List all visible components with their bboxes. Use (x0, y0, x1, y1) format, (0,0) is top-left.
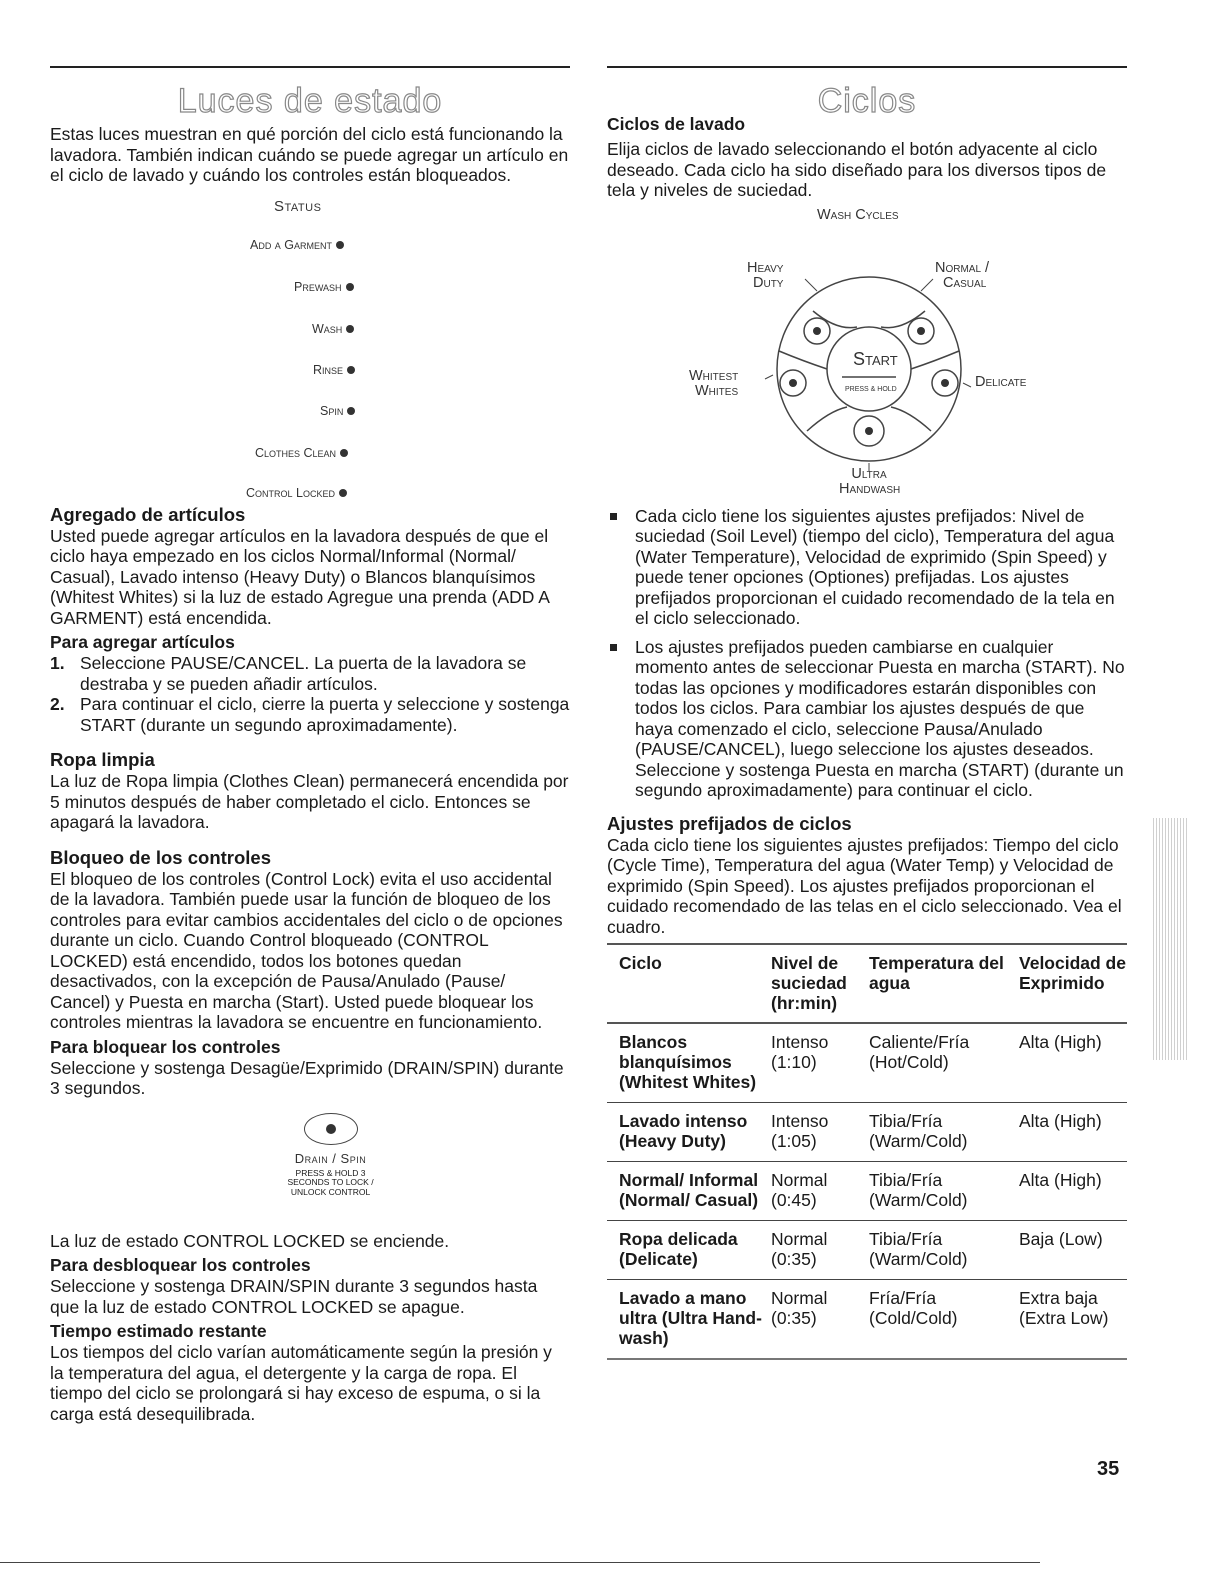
bullet-icon (610, 513, 617, 520)
indicator-light-icon (346, 325, 354, 333)
status-lights-title: Luces de estado (177, 82, 443, 120)
table-row: Lavado intenso (Heavy Duty) Intenso (1:05) Tibia/Fría (Warm/Cold) Alta (High) (607, 1103, 1127, 1162)
control-lock-heading: Bloqueo de los controles (50, 846, 271, 868)
status-panel (50, 192, 570, 500)
status-spin: Spin (320, 404, 355, 418)
bullet-icon (610, 644, 617, 651)
column-header: Velocidad de Exprimido (1019, 953, 1126, 993)
list-item: 1. Seleccione PAUSE/CANCEL. La puerta de la lavadora se destraba y se pueden añadir artículos. (50, 653, 527, 694)
label-delicate: Delicate (975, 373, 1027, 390)
label-ultra-handwash: Ultra Handwash (839, 465, 901, 497)
status-prewash: Prewash (294, 280, 354, 294)
time-remaining-text: Los tiempos del ciclo varían automáticamente según la presión y la temperatura del agua, el detergente y la carga de ropa. El tiempo del ciclo se prolongará si hay exceso de espuma, o si la carga está desequilibrada. (50, 1342, 552, 1424)
start-press-hold-label: PRESS & HOLD (845, 385, 897, 393)
language-side-tab (1153, 818, 1187, 1060)
clothes-clean-text: La luz de Ropa limpia (Clothes Clean) permanecerá encendida por 5 minutos después de haber completado el ciclo. Entonces se apagará la lavadora. (50, 771, 569, 832)
unlock-controls-text: Seleccione y sostenga DRAIN/SPIN durante 3 segundos hasta que la luz de estado CONTROL LOCKED se apague. (50, 1276, 538, 1317)
wash-cycles-heading: Ciclos de lavado (607, 114, 746, 134)
wash-cycles-text: Elija ciclos de lavado seleccionando el botón adyacente al ciclo deseado. Cada ciclo ha sido diseñado para los diversos tipos de tela y niveles de suciedad. (607, 139, 1107, 200)
indicator-light-icon (347, 407, 355, 415)
control-locked-on-text: La luz de estado CONTROL LOCKED se enciende. (50, 1230, 450, 1251)
label-normal-casual: Normal / Casual (935, 259, 990, 291)
add-items-text: Usted puede agregar artículos en la lavadora después de que el ciclo haya empezado en los ciclos Normal/Informal (Normal/ Casual), Lavado intenso (Heavy Duty) o Blancos blanquísimos (Whitest Whites) si la luz de estado Agregue una prenda (ADD A GARMENT) está encendida. (50, 525, 550, 628)
drain-spin-label: Drain / Spin (294, 1150, 367, 1166)
list-item: Cada ciclo tiene los siguientes ajustes prefijados: Nivel de suciedad (Soil Level) (tiempo del ciclo), Temperatura del agua (Water Temperature), Velocidad de exprimido (Spin Speed) y puede tener opciones (Optiones) prefijadas. Los ajustes prefijados proporcionan el cuidado recomendado de la tela en el ciclo seleccionado. (607, 506, 1127, 629)
cycle-notes-list (607, 506, 1127, 801)
column-header: Nivel de suciedad (hr:min) (771, 953, 847, 1013)
column-header: Temperatura del agua (869, 953, 1004, 993)
cycles-title: Ciclos (817, 82, 917, 120)
label-whitest-whites: Whitest Whites (689, 367, 739, 399)
left-column (50, 66, 570, 1424)
status-wash: Wash (312, 322, 354, 336)
list-item: 2. Para continuar el ciclo, cierre la puerta y seleccione y sostenga START (durante un segundo aproximadamente). (50, 694, 570, 735)
status-add-garment: Add a Garment (250, 238, 344, 252)
cycle-settings-table (607, 943, 1127, 1360)
drain-spin-button-icon (304, 1113, 358, 1145)
table-row: Normal/ Informal (Normal/ Casual) Normal (0:45) Tibia/Fría (Warm/Cold) Alta (High) (607, 1162, 1127, 1221)
preset-text: Cada ciclo tiene los siguientes ajustes prefijados: Tiempo del ciclo (Cycle Time), Temperatura del agua (Water Temp) y Velocidad de exprimido (Spin Speed). Los ajustes prefijados proporcionan el cuidado recomendado de las telas en el ciclo seleccionado. Vea el cuadro. (607, 834, 1122, 937)
right-column (607, 66, 1127, 1360)
unlock-controls-subheading: Para desbloquear los controles (50, 1255, 311, 1275)
time-remaining-subheading: Tiempo estimado restante (50, 1321, 267, 1341)
control-lock-text: El bloqueo de los controles (Control Lock) evita el uso accidental de la lavadora. También puede usar la función de bloqueo de los controles para evitar cambios accidentales del ciclo o de opciones durante un ciclo. Cuando Control bloqueado (CONTROL LOCKED) está encendido, todos los botones quedan desactivados, con la excepción de Pausa/Anulado (Pause/ Cancel) y Puesta en marcha (Start). Usted puede bloquear los controles mientras la lavadora se encuentre en funcionamiento. (50, 868, 563, 1032)
page-number: 35 (1097, 1458, 1120, 1480)
preset-heading: Ajustes prefijados de ciclos (607, 812, 852, 834)
clothes-clean-heading: Ropa limpia (50, 749, 155, 770)
add-items-heading: Agregado de artículos (50, 503, 246, 525)
indicator-light-icon (340, 449, 348, 457)
wash-cycles-diagram (607, 201, 1127, 506)
top-rule-right (607, 66, 1127, 68)
table-row: Ropa delicada (Delicate) Normal (0:35) Tibia/Fría (Warm/Cold) Baja (Low) (607, 1221, 1127, 1280)
indicator-light-icon (346, 283, 354, 291)
drain-spin-instructions: PRESS & HOLD 3 SECONDS TO LOCK / UNLOCK CONTROL (287, 1167, 374, 1197)
status-intro: Estas luces muestran en qué porción del ciclo está funcionando la lavadora. También indican cuándo se puede agregar un artículo en el ciclo de lavado y cuándo los controles están bloqueados. (50, 124, 569, 185)
status-panel-title: Status (274, 197, 322, 215)
start-button-label: Start (853, 348, 898, 369)
status-rinse: Rinse (313, 363, 355, 377)
table-row: Lavado a mano ultra (Ultra Hand- wash) Normal (0:35) Fría/Fría (Cold/Cold) Extra baja (Extra Low) (607, 1280, 1127, 1360)
status-clothes-clean: Clothes Clean (255, 446, 348, 460)
wash-cycles-diagram-title: Wash Cycles (817, 206, 899, 223)
indicator-light-icon (336, 241, 344, 249)
bottom-rule (0, 1562, 1040, 1563)
lock-controls-text: Seleccione y sostenga Desagüe/Exprimido (DRAIN/SPIN) durante 3 segundos. (50, 1057, 564, 1098)
add-items-subheading: Para agregar artículos (50, 632, 235, 652)
add-items-steps (50, 653, 570, 735)
top-rule-left (50, 66, 570, 68)
lock-controls-subheading: Para bloquear los controles (50, 1036, 281, 1057)
list-item: Los ajustes prefijados pueden cambiarse en cualquier momento antes de seleccionar Puesta en marcha (START). No todas las opciones y modificadores estarán disponibles con todos los ciclos. Para cambiar los ajustes después de que haya comenzado el ciclo, seleccione Pausa/Anulado (PAUSE/CANCEL), luego seleccione los ajustes deseados. Seleccione y sostenga Puesta en marcha (START) (durante un segundo aproximadamente) para continuar el ciclo. (607, 637, 1127, 801)
indicator-light-icon (347, 366, 355, 374)
drain-spin-diagram (50, 1099, 570, 1231)
column-header: Ciclo (619, 953, 662, 973)
status-control-locked: Control Locked (246, 486, 347, 500)
indicator-light-icon (339, 489, 347, 497)
table-row: Blancos blanquísimos (Whitest Whites) Intenso (1:10) Caliente/Fría (Hot/Cold) Alta (High) (607, 1023, 1127, 1103)
label-heavy-duty: Heavy Duty (747, 259, 784, 291)
table-header-row (607, 944, 1127, 1023)
